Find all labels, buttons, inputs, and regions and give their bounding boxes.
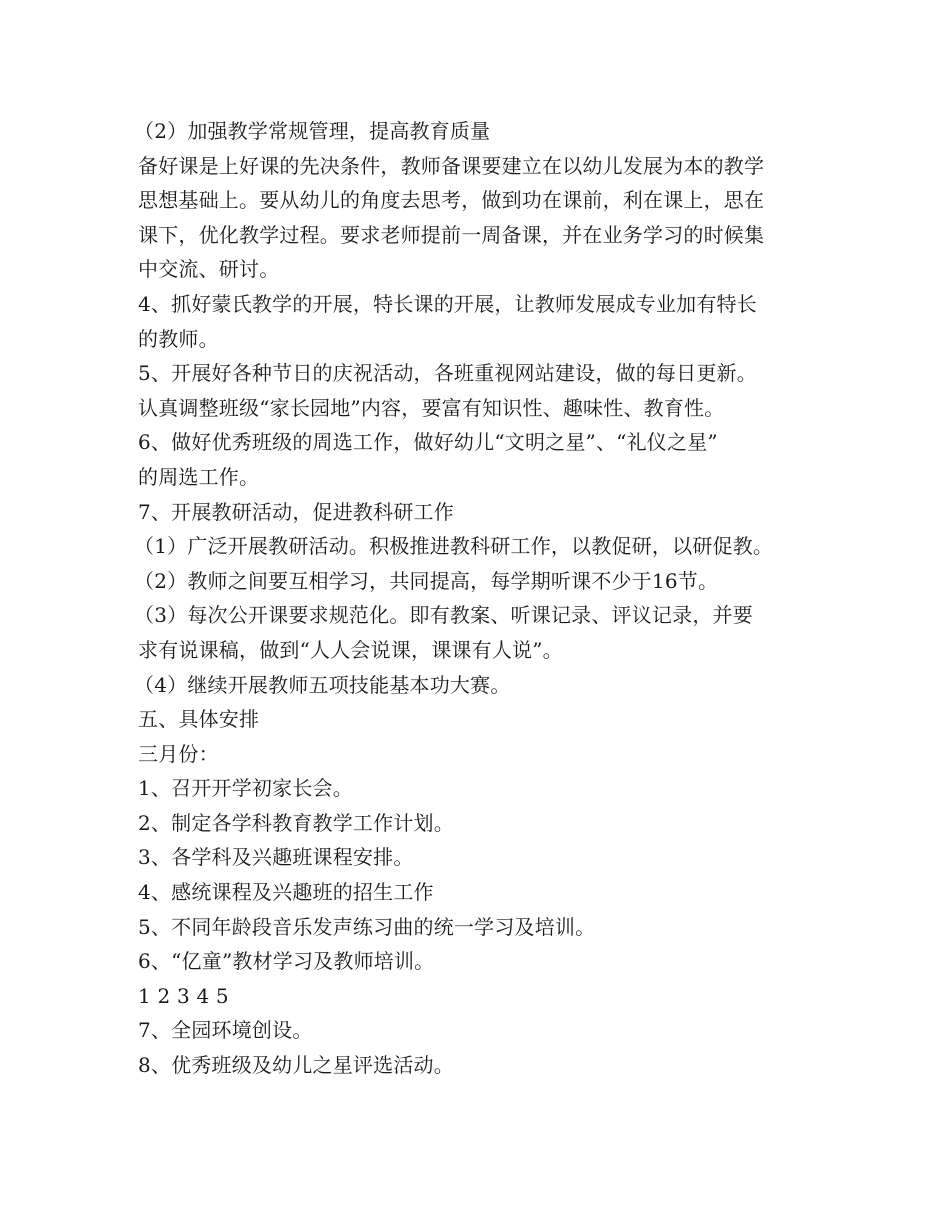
list-item-5: 5、开展好各种节日的庆祝活动，各班重视网站建设，做的每日更新。 (138, 361, 757, 386)
paragraph-line: 认真调整班级“家长园地”内容，要富有知识性、趣味性、教育性。 (138, 395, 725, 420)
paragraph-line: 中交流、研讨。 (138, 257, 280, 282)
paragraph-line: 的教师。 (138, 326, 219, 351)
section-heading: 五、具体安排 (138, 707, 260, 732)
list-item-4: 4、抓好蒙氏教学的开展，特长课的开展，让教师发展成专业加有特长 (138, 291, 757, 316)
sub-item-1: （1）广泛开展教研活动。积极推进教科研工作，以教促研，以研促教。 (134, 534, 774, 559)
sub-item-3: （3）每次公开课要求规范化。即有教案、听课记录、评议记录，并要 (134, 603, 753, 628)
list-item-7: 7、开展教研活动，促进教科研工作 (138, 499, 454, 524)
schedule-item-6: 6、“亿童”教材学习及教师培训。 (138, 949, 435, 974)
document-body (134, 114, 818, 1083)
schedule-item-4: 4、感统课程及兴趣班的招生工作 (138, 880, 434, 905)
list-item-6: 6、做好优秀班级的周选工作，做好幼儿“文明之星”、“礼仪之星” (138, 430, 718, 455)
schedule-item-2: 2、制定各学科教育教学工作计划。 (138, 810, 454, 835)
schedule-item-7: 7、全园环境创设。 (138, 1018, 313, 1043)
schedule-item-8: 8、优秀班级及幼儿之星评选活动。 (138, 1053, 454, 1078)
paragraph-line: 的周选工作。 (138, 464, 260, 489)
schedule-item-5: 5、不同年龄段音乐发声练习曲的统一学习及培训。 (138, 914, 596, 939)
schedule-item-3: 3、各学科及兴趣班课程安排。 (138, 845, 414, 870)
page-number-row: 1 2 3 4 5 (138, 983, 229, 1008)
month-heading: 三月份： (138, 741, 219, 766)
sub-item-2: （2）教师之间要互相学习，共同提高，每学期听课不少于16节。 (134, 568, 719, 593)
paragraph-line: 备好课是上好课的先决条件，教师备课要建立在以幼儿发展为本的教学 (138, 153, 765, 178)
schedule-item-1: 1、召开开学初家长会。 (138, 776, 353, 801)
sub-item-4: （4）继续开展教师五项技能基本功大赛。 (134, 672, 511, 697)
paragraph-line: 课下，优化教学过程。要求老师提前一周备课，并在业务学习的时候集 (138, 222, 765, 247)
paragraph-line: 思想基础上。要从幼儿的角度去思考，做到功在课前，利在课上，思在 (138, 188, 765, 213)
paragraph-line: 求有说课稿，做到“人人会说课，课课有人说”。 (138, 637, 563, 662)
subheading-teaching-management: （2）加强教学常规管理，提高教育质量 (134, 119, 491, 143)
